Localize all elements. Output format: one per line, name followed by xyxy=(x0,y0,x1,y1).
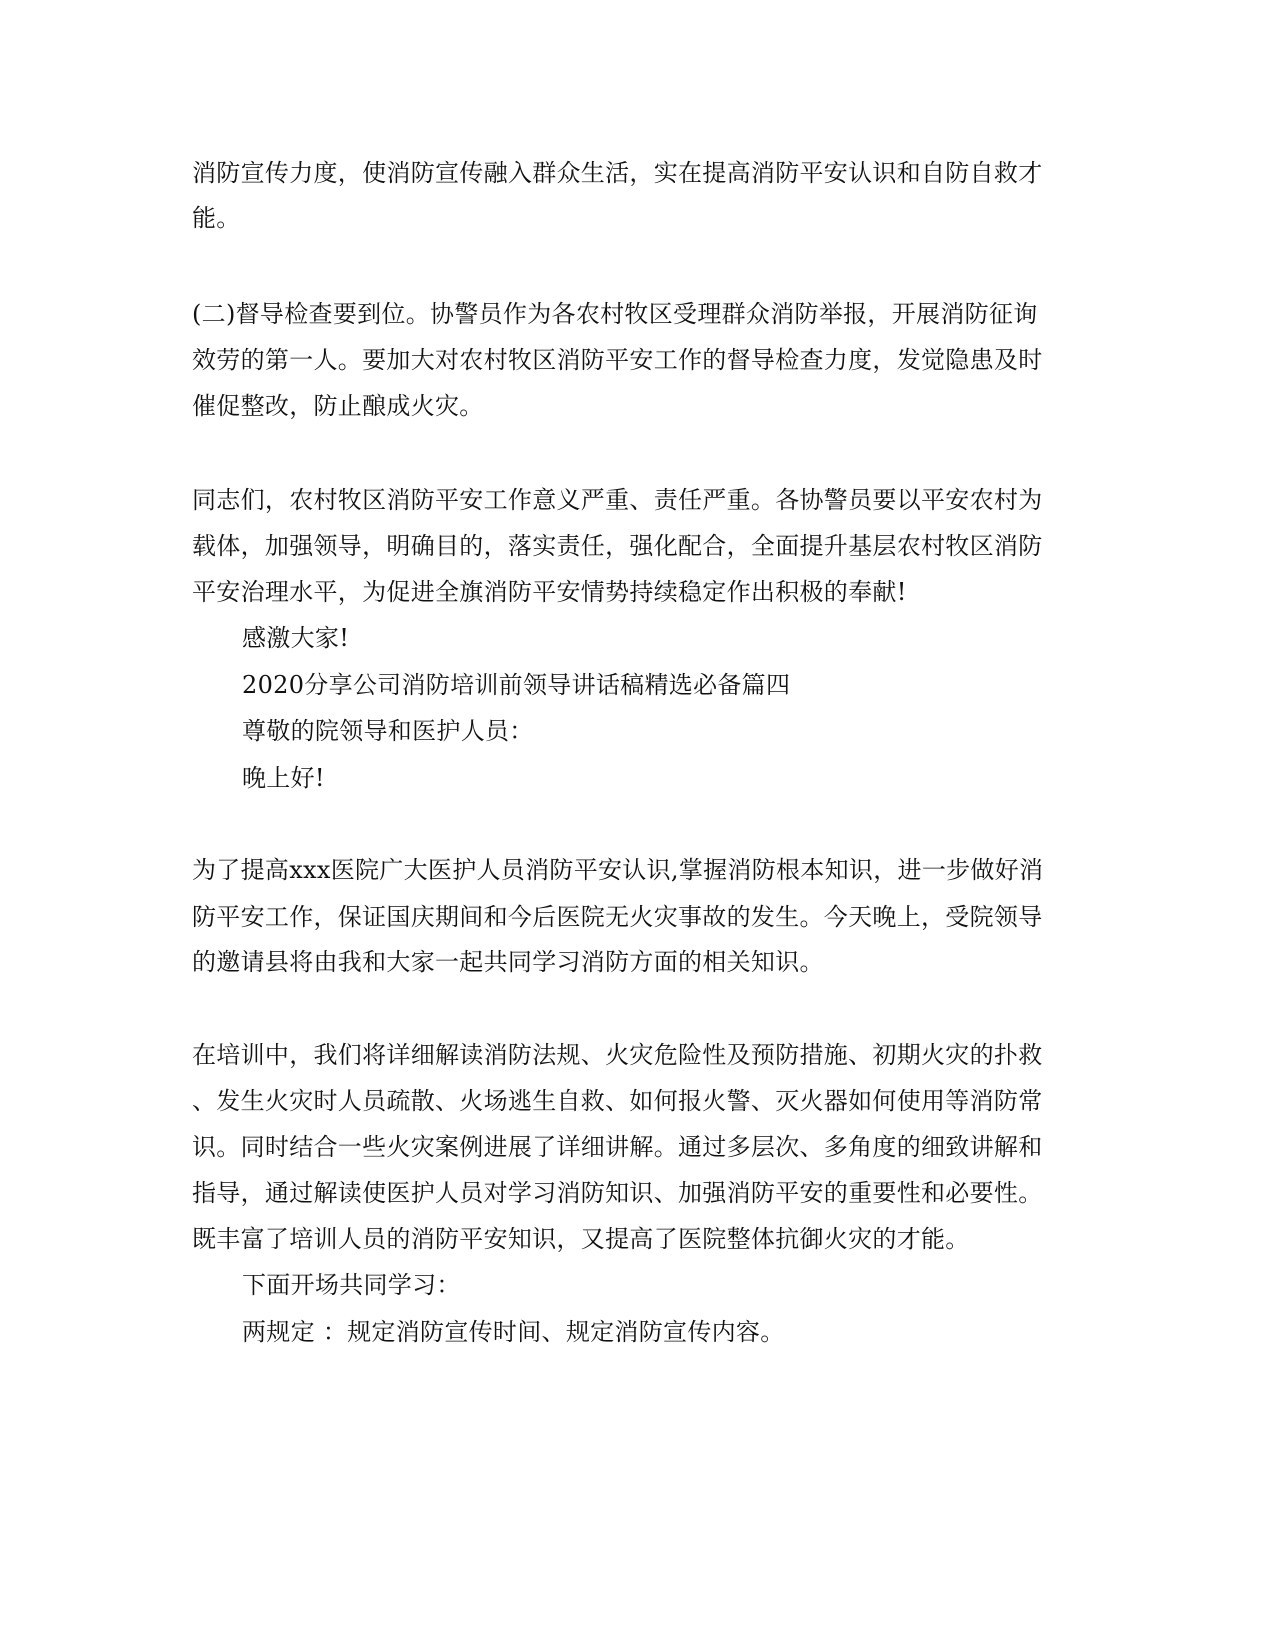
paragraph-line: 平安治理水平，为促进全旗消防平安情势持续稳定作出积极的奉献! xyxy=(192,578,907,606)
paragraph-line: (二)督导检查要到位。协警员作为各农村牧区受理群众消防举报，开展消防征询 xyxy=(192,300,1038,328)
paragraph-line: 催促整改，防止酿成火灾。 xyxy=(192,392,484,420)
paragraph-line: 载体，加强领导，明确目的，落实责任，强化配合，全面提升基层农村牧区消防 xyxy=(192,532,1043,560)
paragraph-line: 在培训中，我们将详细解读消防法规、火灾危险性及预防措施、初期火灾的扑救 xyxy=(192,1041,1043,1069)
paragraph-line: 为了提高xxx医院广大医护人员消防平安认识,掌握消防根本知识，进一步做好消 xyxy=(192,856,1044,884)
indented-line: 两规定 ：规定消防宣传时间、规定消防宣传内容。 xyxy=(242,1318,785,1346)
indented-line: 下面开场共同学习： xyxy=(242,1271,461,1299)
paragraph-line: 的邀请县将由我和大家一起共同学习消防方面的相关知识。 xyxy=(192,948,824,976)
paragraph-line: 、发生火灾时人员疏散、火场逃生自救、如何报火警、灭火器如何使用等消防常 xyxy=(192,1087,1043,1115)
paragraph-line: 指导，通过解读使医护人员对学习消防知识、加强消防平安的重要性和必要性。 xyxy=(192,1179,1043,1207)
salutation: 尊敬的院领导和医护人员： xyxy=(242,717,534,745)
paragraph-line: 能。 xyxy=(192,204,241,232)
paragraph-line: 同志们，农村牧区消防平安工作意义严重、责任严重。各协警员要以平安农村为 xyxy=(192,486,1043,514)
section-heading: 2020分享公司消防培训前领导讲话稿精选必备篇四 xyxy=(242,671,791,699)
closing-line: 感激大家! xyxy=(242,624,350,652)
paragraph-line: 识。同时结合一些火灾案例进展了详细讲解。通过多层次、多角度的细致讲解和 xyxy=(192,1133,1043,1161)
greeting: 晚上好! xyxy=(242,764,325,792)
paragraph-line: 既丰富了培训人员的消防平安知识，又提高了医院整体抗御火灾的才能。 xyxy=(192,1225,970,1253)
paragraph-line: 效劳的第一人。要加大对农村牧区消防平安工作的督导检查力度，发觉隐患及时 xyxy=(192,346,1043,374)
paragraph-line: 消防宣传力度，使消防宣传融入群众生活，实在提高消防平安认识和自防自救才 xyxy=(192,159,1043,187)
paragraph-line: 防平安工作，保证国庆期间和今后医院无火灾事故的发生。今天晚上，受院领导 xyxy=(192,903,1043,931)
